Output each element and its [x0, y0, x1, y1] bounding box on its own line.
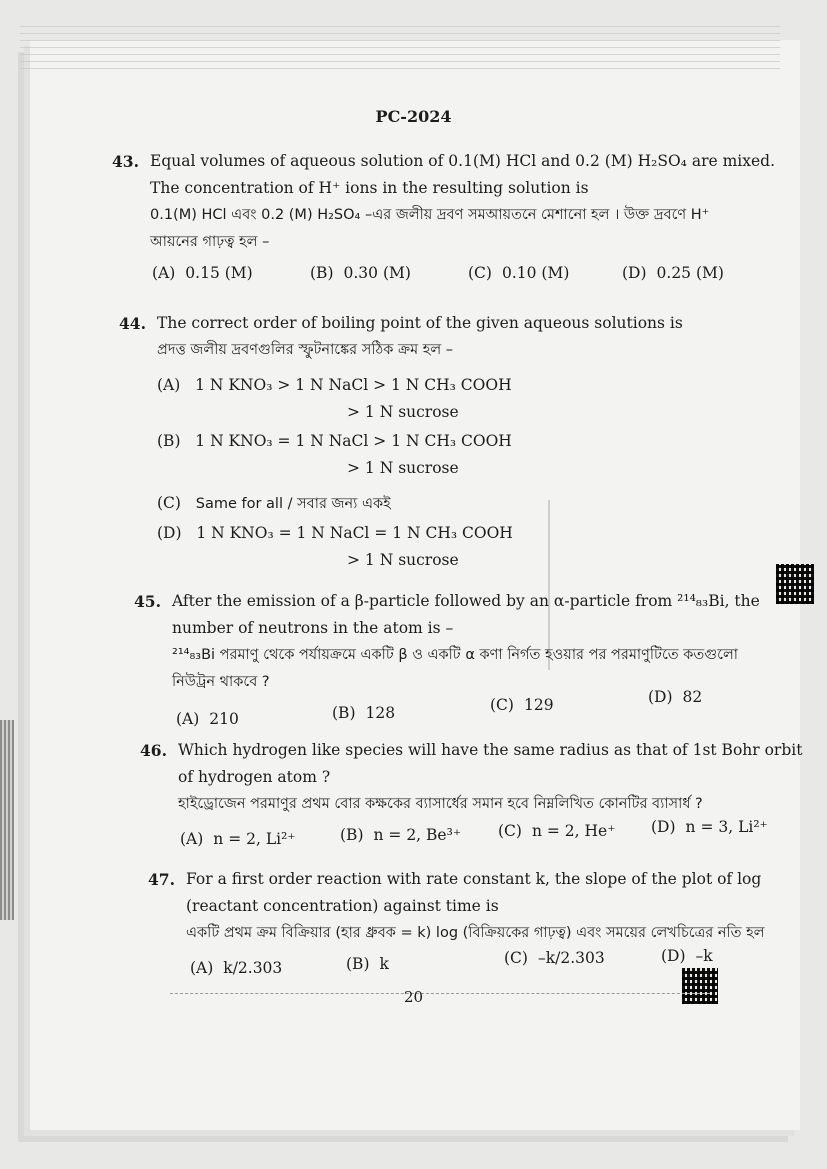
question-47: [148, 866, 786, 979]
option-c[interactable]: (C) Same for all / সবার জন্য একই: [157, 494, 391, 512]
option-b[interactable]: (B) k: [346, 955, 389, 973]
binding-edge: [0, 720, 14, 920]
question-text-en: After the emission of a β-particle followed by an α-particle from ²¹⁴₈₃Bi, the: [172, 592, 760, 610]
question-text-bn: 0.1(M) HCl এবং 0.2 (M) H₂SO₄ –এর জলীয় দ্রবণ সমআয়তনে মেশানো হল । উক্ত দ্রবণে H⁺: [150, 207, 710, 223]
option-d[interactable]: (D) 0.25 (M): [622, 264, 724, 282]
question-number: 43.: [112, 152, 139, 171]
option-c[interactable]: (C) 129: [490, 696, 554, 714]
option-b[interactable]: (B) n = 2, Be³⁺: [340, 826, 461, 844]
question-text-bn: প্রদত্ত জলীয় দ্রবণগুলির স্ফুটনাঙ্কের সঠিক ক্রম হল –: [157, 342, 454, 358]
question-text-bn: আয়নের গাঢ়ত্ব হল –: [150, 234, 270, 250]
option-d[interactable]: (D) n = 3, Li²⁺: [651, 818, 768, 836]
question-text-bn: হাইড্রোজেন পরমাণুর প্রথম বোর কক্ষকের ব্যাসার্ধের সমান হবে নিম্নলিখিত কোনটির ব্যাসার্ধ ?: [178, 796, 703, 812]
question-text-en: The concentration of H⁺ ions in the resulting solution is: [150, 179, 589, 197]
options-row: [172, 688, 767, 728]
option-d[interactable]: (D) 1 N KNO₃ = 1 N NaCl = 1 N CH₃ COOH > 1 N sucrose: [157, 524, 513, 569]
option-d[interactable]: (D) –k: [661, 947, 713, 965]
page-number: 20: [403, 988, 424, 1006]
option-c[interactable]: (C) –k/2.303: [504, 949, 605, 967]
option-a[interactable]: (A) 210: [176, 710, 239, 728]
options-row: [178, 818, 773, 850]
question-text-en: The correct order of boiling point of the given aqueous solutions is: [157, 314, 683, 332]
option-c[interactable]: (C) n = 2, He⁺: [498, 822, 616, 840]
question-text-bn: নিউট্রন থাকবে ?: [172, 674, 270, 690]
question-number: 44.: [119, 314, 146, 333]
qr-code-icon: [776, 564, 814, 604]
question-text-en: of hydrogen atom ?: [178, 768, 331, 786]
question-46: [140, 737, 803, 850]
option-d[interactable]: (D) 82: [648, 688, 703, 706]
option-c[interactable]: (C) 0.10 (M): [468, 264, 570, 282]
stacked-page-edges: [20, 20, 780, 70]
question-text-en: (reactant concentration) against time is: [186, 897, 499, 915]
options-row: [150, 260, 750, 288]
option-b[interactable]: (B) 128: [332, 704, 396, 722]
question-number: 46.: [140, 741, 167, 760]
option-a[interactable]: (A) n = 2, Li²⁺: [180, 830, 296, 848]
option-a[interactable]: (A) k/2.303: [190, 959, 283, 977]
question-text-en: Which hydrogen like species will have the same radius as that of 1st Bohr orbit: [178, 741, 803, 759]
question-number: 45.: [134, 592, 161, 611]
question-text-bn: একটি প্রথম ক্রম বিক্রিয়ার (হার ধ্রুবক = k) log (বিক্রিয়কের গাঢ়ত্ব) এবং সময়ের লেখচিত্রের নতি হল: [186, 925, 765, 941]
question-text-bn: ²¹⁴₈₃Bi পরমাণু থেকে পর্যায়ক্রমে একটি β ও একটি α কণা নির্গত হওয়ার পর পরমাণুটিতে কতগুলো: [172, 647, 738, 663]
question-43: [112, 148, 775, 288]
question-44: [119, 310, 717, 574]
option-b[interactable]: (B) 1 N KNO₃ = 1 N NaCl > 1 N CH₃ COOH > 1 N sucrose: [157, 432, 512, 477]
option-a[interactable]: (A) 0.15 (M): [152, 264, 253, 282]
question-45: [134, 588, 767, 728]
question-text-en: number of neutrons in the atom is –: [172, 619, 454, 637]
question-text-en: For a first order reaction with rate constant k, the slope of the plot of log: [186, 870, 762, 888]
option-a[interactable]: (A) 1 N KNO₃ > 1 N NaCl > 1 N CH₃ COOH > 1 N sucrose: [157, 376, 512, 421]
question-text-en: Equal volumes of aqueous solution of 0.1(M) HCl and 0.2 (M) H₂SO₄ are mixed.: [150, 152, 775, 170]
question-number: 47.: [148, 870, 175, 889]
paper-code: PC-2024: [375, 107, 452, 126]
option-b[interactable]: (B) 0.30 (M): [310, 264, 411, 282]
